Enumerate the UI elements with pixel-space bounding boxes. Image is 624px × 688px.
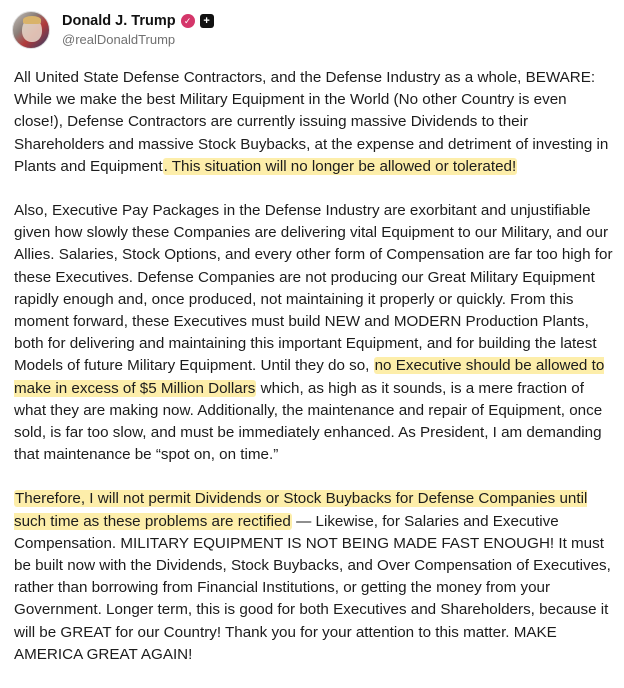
paragraph-2 [14,200,614,466]
author-name[interactable]: Donald J. Trump [62,12,176,29]
paragraph-1 [14,67,614,178]
name-row [62,13,214,30]
post-body [14,67,614,688]
paragraph-1-text: All United State Defense Contractors, and the Defense Industry as a whole, BEWARE: While we make the best Military Equipment in the World (No other Country is even close!), Defense Contractors are currently issuing massive Dividends to their Shareholders and massive Stock Buybacks, at the expense and detriment of investing in Plants and Equipment [14,69,609,175]
highlight-3: Therefore, I will not permit Dividends or Stock Buybacks for Defense Companies until such time as these problems are rectified [14,490,588,530]
post-header [12,8,214,52]
plus-icon[interactable]: + [200,14,214,28]
paragraph-2-text-b: which, as high as it sounds, is a mere fraction of what they are making now. Additionally, the maintenance and repair of Equipment, once sold, is far too slow, and must be immediately enhanced. As President, I am demanding that maintenance be “spot on, on time.” [14,379,603,464]
author-handle[interactable]: @realDonaldTrump [62,31,176,47]
paragraph-3 [14,488,614,666]
highlight-1: . This situation will no longer be allowed or tolerated! [163,157,517,175]
verified-badge-icon: ✓ [181,14,195,28]
author-meta [62,13,214,48]
paragraph-3-text: — Likewise, for Salaries and Executive Compensation. MILITARY EQUIPMENT IS NOT BEING MADE FAST ENOUGH! It must be built now with the Dividends, Stock Buybacks, and Over Compensation of Executives, rather than borrowing from Financial Institutions, or getting the money from your Government. Longer term, this is good for both Executives and Shareholders, because it will be GREAT for our Country! Thank you for your attention to this matter. MAKE AMERICA GREAT AGAIN! [14,512,611,663]
highlight-2: no Executive should be allowed to make in excess of $5 Million Dollars [14,357,605,397]
avatar[interactable] [12,11,50,49]
paragraph-2-text-a: Also, Executive Pay Packages in the Defense Industry are exorbitant and unjustifiable given how slowly these Companies are delivering vital Equipment to our Military, and our Allies. Salaries, Stock Options, and every other form of Compensation are far too high for these Executives. Defense Companies are not producing our Great Military Equipment rapidly enough and, once produced, not maintaining it properly or quickly. From this moment forward, these Executives must build NEW and MODERN Production Plants, both for delivering and maintaining this important Equipment, and for building the latest Models of future Military Equipment. Until they do so, [14,202,613,375]
